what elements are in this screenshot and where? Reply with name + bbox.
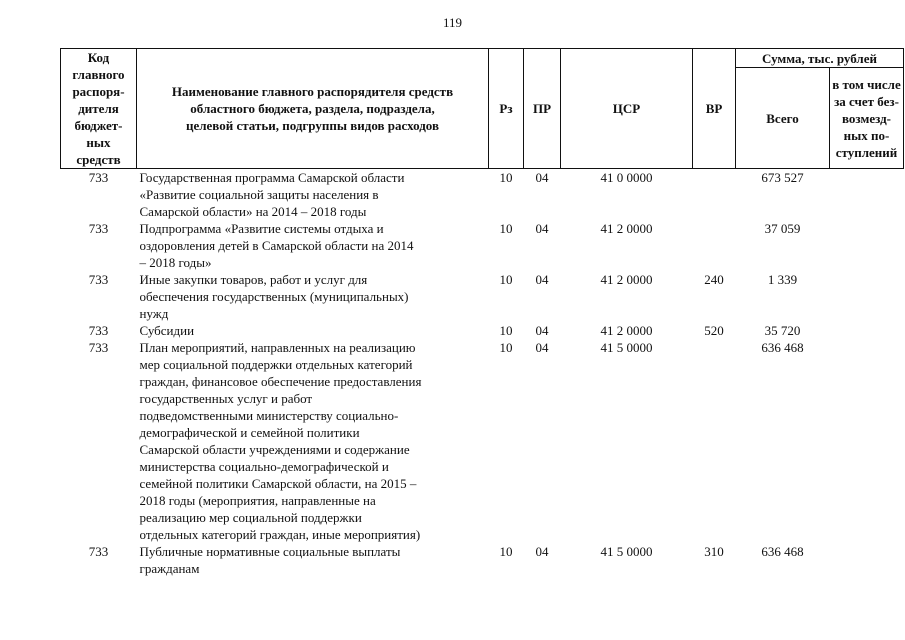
cell-rz: 10 xyxy=(499,544,513,559)
header-other: в том числе за счет без- возмезд- ных по- ступлений xyxy=(830,68,904,169)
cell-rz: 10 xyxy=(499,170,513,185)
cell-other xyxy=(830,322,904,339)
cell-other xyxy=(830,543,904,577)
cell-other xyxy=(830,271,904,322)
cell-name: Субсидии xyxy=(139,323,195,338)
table-row xyxy=(61,339,904,543)
cell-other xyxy=(830,169,904,221)
cell-pr: 04 xyxy=(535,272,549,287)
cell-pr: 04 xyxy=(535,340,549,355)
cell-vr: 240 xyxy=(704,272,724,287)
cell-pr: 04 xyxy=(535,221,549,236)
cell-name: Государственная программа Самарской области «Развитие социальной защиты населения в Самарской области» на 2014 – 2018 годы xyxy=(139,170,405,219)
header-rz: Рз xyxy=(489,49,524,169)
cell-pr: 04 xyxy=(535,544,549,559)
cell-name: План мероприятий, направленных на реализацию мер социальной поддержки отдельных категорий граждан, финансовое обеспечение предоставления государственных услуг и работ подведомственными министерству социально- демографической и семейной политики Самарской области учреждениями и содержание министерства социально-демографической и семейной политики Самарской области, на 2015 – 2018 годы (мероприятия, направленные на реализацию мер социальной поддержки отдельных категорий граждан, иные мероприятия) xyxy=(139,340,422,542)
cell-total: 35 720 xyxy=(764,323,801,338)
header-pr: ПР xyxy=(524,49,561,169)
cell-name: Иные закупки товаров, работ и услуг для обеспечения государственных (муниципальных) нужд xyxy=(139,272,409,321)
table-header xyxy=(61,49,904,169)
header-total: Всего xyxy=(736,68,830,169)
cell-rz: 10 xyxy=(499,340,513,355)
cell-csr: 41 2 0000 xyxy=(600,272,653,287)
table-row xyxy=(61,271,904,322)
cell-code: 733 xyxy=(88,340,109,355)
header-code: Код главного распоря- дителя бюджет- ных средств xyxy=(61,49,137,169)
cell-total: 636 468 xyxy=(761,544,804,559)
cell-csr: 41 0 0000 xyxy=(600,170,653,185)
cell-vr xyxy=(693,339,736,543)
header-sum-group: Сумма, тыс. рублей xyxy=(736,49,904,68)
cell-csr: 41 5 0000 xyxy=(600,340,653,355)
cell-code: 733 xyxy=(88,323,109,338)
cell-code: 733 xyxy=(88,272,109,287)
cell-code: 733 xyxy=(88,221,109,236)
cell-total: 37 059 xyxy=(764,221,801,236)
cell-other xyxy=(830,220,904,271)
cell-pr: 04 xyxy=(535,323,549,338)
table-row xyxy=(61,220,904,271)
table-row xyxy=(61,169,904,221)
table-row xyxy=(61,322,904,339)
cell-code: 733 xyxy=(88,544,109,559)
cell-vr xyxy=(693,169,736,221)
table-row xyxy=(61,543,904,577)
cell-total: 673 527 xyxy=(761,170,804,185)
cell-pr: 04 xyxy=(535,170,549,185)
cell-total: 1 339 xyxy=(767,272,798,287)
cell-vr: 310 xyxy=(704,544,724,559)
cell-rz: 10 xyxy=(499,272,513,287)
cell-vr xyxy=(693,220,736,271)
header-name: Наименование главного распорядителя средств областного бюджета, раздела, подраздела, целевой статьи, подгруппы видов расходов xyxy=(137,49,489,169)
cell-other xyxy=(830,339,904,543)
cell-rz: 10 xyxy=(499,221,513,236)
table-body xyxy=(61,169,904,578)
cell-csr: 41 5 0000 xyxy=(600,544,653,559)
cell-rz: 10 xyxy=(499,323,513,338)
header-csr: ЦСР xyxy=(561,49,693,169)
cell-csr: 41 2 0000 xyxy=(600,323,653,338)
header-vr: ВР xyxy=(693,49,736,169)
page-number: 119 xyxy=(442,15,463,30)
budget-table xyxy=(60,48,904,577)
cell-name: Публичные нормативные социальные выплаты гражданам xyxy=(139,544,401,576)
cell-name: Подпрограмма «Развитие системы отдыха и оздоровления детей в Самарской области на 2014 – 2018 годы» xyxy=(139,221,414,270)
cell-code: 733 xyxy=(88,170,109,185)
cell-csr: 41 2 0000 xyxy=(600,221,653,236)
cell-total: 636 468 xyxy=(761,340,804,355)
cell-vr: 520 xyxy=(704,323,724,338)
